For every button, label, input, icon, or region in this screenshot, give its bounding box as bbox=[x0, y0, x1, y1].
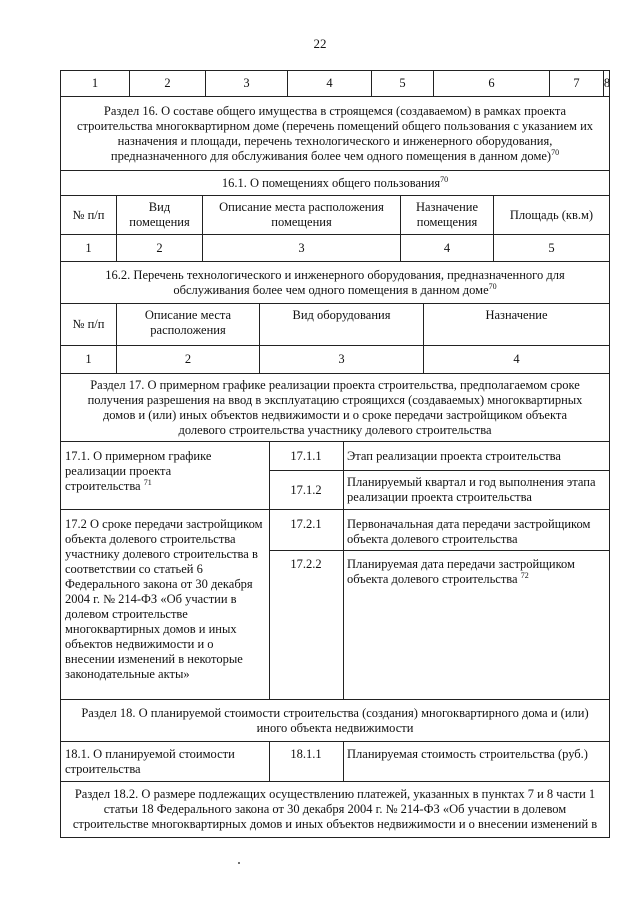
eq-num-2: 2 bbox=[116, 346, 259, 373]
section18-1-label: 18.1. О планируемой стоимости строительства bbox=[65, 747, 235, 776]
eq-col-purpose-header: Назначение bbox=[423, 304, 609, 345]
section16-1-numbers-row bbox=[61, 234, 609, 261]
col-location-header: Описание места расположения помещения bbox=[202, 196, 400, 234]
eq-col-number-header: № п/п bbox=[72, 317, 105, 331]
form-table bbox=[60, 70, 610, 838]
section17-1-label: 17.1. О примерном графике реализации проекта строительства $^{71}$ bbox=[65, 449, 212, 493]
page-number: 22 bbox=[313, 36, 327, 51]
col-room-type-header: Вид помещения bbox=[116, 196, 202, 234]
eq-col-location-header: Описание места расположения bbox=[116, 304, 259, 345]
col-number-header: № п/п bbox=[72, 207, 105, 222]
eq-num-4: 4 bbox=[423, 346, 609, 373]
section16-2-title: 16.2. Перечень технологического и инженерного оборудования, предназначенного для обслуживания более чем одного помещения в данном доме$^{70}$ bbox=[105, 267, 565, 297]
code-17-2-2: 17.2.2 bbox=[290, 557, 322, 571]
num-1: 1 bbox=[85, 240, 92, 255]
num-3: 3 bbox=[202, 235, 400, 261]
text-17-2-1: Первоначальная дата передачи застройщиком объекта долевого строительства bbox=[347, 517, 591, 546]
code-17-1-2: 17.1.2 bbox=[290, 482, 322, 497]
header-col-2: 2 bbox=[129, 71, 205, 96]
header-numbers-row bbox=[61, 71, 609, 96]
eq-col-type-header: Вид оборудования bbox=[259, 304, 423, 345]
scan-speck bbox=[238, 862, 240, 864]
text-17-2-2: Планируемая дата передачи застройщиком объекта долевого строительства $^{72}$ bbox=[347, 557, 575, 586]
section16-title-row bbox=[61, 96, 609, 170]
section18-title-row bbox=[61, 699, 609, 741]
section16-1-title: 16.1. О помещениях общего пользования$^{70}$ bbox=[221, 174, 449, 190]
section17-title-row bbox=[61, 373, 609, 441]
eq-num-3: 3 bbox=[259, 346, 423, 373]
section18-2-title-row bbox=[61, 781, 609, 839]
code-17-1-1: 17.1.1 bbox=[290, 448, 322, 463]
num-2: 2 bbox=[116, 235, 202, 261]
col-purpose-header: Назначение помещения bbox=[400, 196, 493, 234]
header-col-1: 1 bbox=[91, 76, 99, 90]
col-area-header: Площадь (кв.м) bbox=[493, 196, 609, 234]
header-col-6: 6 bbox=[433, 71, 549, 96]
section18-title: Раздел 18. О планируемой стоимости строительства (создания) многоквартирного дома и (или) иного объекта недвижимости bbox=[81, 705, 589, 735]
code-18-1-1: 18.1.1 bbox=[290, 747, 322, 761]
section17-2-label: 17.2 О сроке передачи застройщиком объекта долевого строительства участнику долевого строительства в соответствии со статьей 6 Федерального закона от 30 декабря 2004 г. № 214-ФЗ «Об участии в долевом строительстве многоквартирных домов и иных объектов недвижимости и о внесении изменений в некоторые законодательные акты» bbox=[65, 517, 263, 681]
num-4: 4 bbox=[400, 235, 493, 261]
section16-2-numbers-row bbox=[61, 345, 609, 373]
section16-1-header-row bbox=[61, 195, 609, 234]
eq-num-1: 1 bbox=[85, 352, 92, 366]
section17-title: Раздел 17. О примерном графике реализации проекта строительства, предполагаемом сроке получения разрешения на ввод в эксплуатацию строящихся (создаваемых) многоквартирных домов и (или) иных объектов недвижимости и о сроке передачи застройщиком объекта долевого строительства участнику долевого строительства bbox=[87, 377, 583, 437]
section16-2-header-row bbox=[61, 303, 609, 345]
text-17-1-2: Планируемый квартал и год выполнения этапа реализации проекта строительства bbox=[347, 475, 596, 504]
section16-1-title-row bbox=[61, 170, 609, 195]
section17-2-group bbox=[61, 509, 609, 699]
header-col-8: 8 bbox=[603, 71, 610, 96]
header-col-7: 7 bbox=[549, 71, 603, 96]
header-col-5: 5 bbox=[371, 71, 433, 96]
code-17-2-1: 17.2.1 bbox=[290, 517, 322, 531]
section18-1-row bbox=[61, 741, 609, 781]
header-col-4: 4 bbox=[287, 71, 371, 96]
section16-title: Раздел 16. О составе общего имущества в строящемся (создаваемом) в рамках проекта строительства многоквартирном доме (перечень помещений общего пользования с указанием их назначения и площади, перечень технологического и инженерного оборудования, предназначенного для обслуживания более чем одного помещения в данном доме)$^{70}$ bbox=[76, 103, 594, 163]
num-5: 5 bbox=[493, 235, 609, 261]
section17-1-group bbox=[61, 441, 609, 509]
header-col-3: 3 bbox=[205, 71, 287, 96]
text-17-1-1: Этап реализации проекта строительства bbox=[347, 448, 561, 463]
section18-2-title: Раздел 18.2. О размере подлежащих осуществлению платежей, указанных в пунктах 7 и 8 части 1 статьи 18 Федерального закона от 30 декабря 2004 г. № 214-ФЗ «Об участии в долевом строительстве многоквартирных домов и иных объектов недвижимости и о внесении изменений в bbox=[72, 787, 598, 831]
text-18-1-1: Планируемая стоимость строительства (руб.) bbox=[347, 747, 588, 761]
section16-2-title-row bbox=[61, 261, 609, 303]
